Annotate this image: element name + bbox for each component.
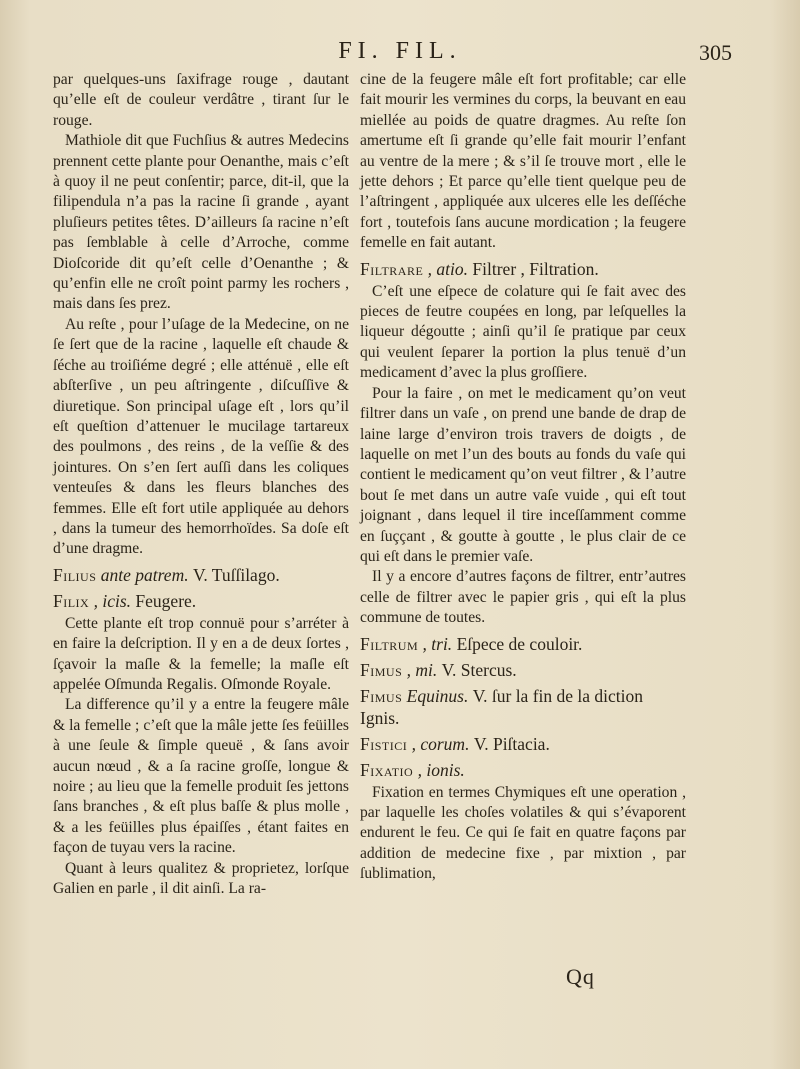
dictionary-entry-heading (360, 633, 686, 655)
page-number: 305 (699, 40, 732, 65)
paragraph: Au reſte , pour l’uſage de la Medecine, on ne ſe ſert que de la racine , laquelle eſt chaude & ſéche au troiſiéme degré ; elle atténuë , elle eſt abſterſive , un peu aſtringente , diſcuſſive & diuretique. Son principal uſage eſt , lors qu’il eſt queſtion d’attenuer le mucilage tartareux des poulmons , des reins , de la veſſie & des jointures. On s’en ſert auſſi dans les coliques venteuſes & dans les fleurs blanches des femmes. Elle eſt fort utile appliquée au dehors , dans la tumeur des hemorrhoïdes. Sa doſe eſt d’une dragme. (53, 315, 349, 558)
dictionary-entry-heading (360, 258, 686, 280)
entry-gloss: Feugere. (135, 590, 197, 611)
entry-inflection: , atio. (423, 258, 473, 279)
entry-inflection: ante patrem. (96, 564, 193, 585)
paragraph: Mathiole dit que Fuchſius & autres Medecins prennent cette plante pour Oenanthe, mais c’eſt à quoy il ne peut conſentir; parce, dit-il, que la filipendula n’a pas la racine ſi grande , ayant pluſieurs petites têtes. D’ailleurs ſa racine n’eſt pas ſemblable à celle d’Arroche, comme Dioſcoride dit qu’eſt celle d’Oenanthe ; & qu’enfin elle ne croît point parmy les rochers , mais dans ſes prez. (53, 132, 349, 313)
entry-inflection: , mi. (402, 659, 442, 680)
entry-gloss: V. ſur la fin de la diction Ignis. (360, 685, 644, 728)
entry-headword: Filtrum (360, 633, 419, 654)
entry-headword: Filius (53, 564, 97, 585)
entry-inflection: , corum. (407, 733, 474, 754)
entry-gloss: V. Stercus. (441, 659, 517, 680)
entry-headword: Filix (53, 590, 90, 611)
entry-inflection: Equinus. (402, 685, 473, 706)
entry-inflection: , ionis. (413, 759, 465, 780)
right-column (360, 70, 686, 885)
entry-gloss: V. Tuſſilago. (192, 564, 280, 585)
dictionary-entry-heading (360, 733, 686, 755)
paragraph: Il y a encore d’autres façons de filtrer, entr’autres celle de filtrer avec le papier gris , qui eſt la plus commune de toutes. (360, 568, 686, 627)
entry-gloss: Eſpece de couloir. (456, 633, 583, 654)
paragraph: cine de la feugere mâle eſt fort profitable; car elle fait mourir les vermines du corps, la beuvant en eau miellée au poids de quatre dragmes. Au reſte ſon amertume eſt ſi grande qu’elle fait mourir l’enfant au ventre de la mere ; & s’il ſe trouve mort , elle le jette dehors ; Et parce qu’elle tient quelque peu de l’aſtringent , appliquée aux ulceres elle les deſſéche fort , toutefois ſans aucune mordication ; la feugere femelle en fait autant. (360, 71, 686, 252)
entry-headword: Fistici (360, 733, 408, 754)
left-column (53, 70, 349, 899)
dictionary-entry-heading (360, 759, 686, 781)
entry-inflection: , tri. (418, 633, 457, 654)
paragraph: C’eſt une eſpece de colature qui ſe fait avec des pieces de feutre coupées en long, par leſquelles la liqueur dégoutte ; ainſi qu’il ſe pratique par ceux qui veulent ſeparer la portion la plus tenuë d’un medicament d’avec la plus groſſiere. (360, 282, 686, 382)
entry-gloss: Filtrer , Filtration. (472, 258, 599, 279)
paragraph: Cette plante eſt trop connuë pour s’arréter à en faire la deſcription. Il y en a de deux ſortes , ſçavoir la maſle & la femelle; la maſle eſt appelée Oſmunda Regalis. Oſmonde Royale. (53, 614, 349, 693)
paragraph: Fixation en termes Chymiques eſt une operation , par laquelle les choſes volatiles & qui s’évaporent endurent le feu. Ce qui ſe fait en quatre façons par addition de medecine fixe , par mixtion , par ſublimation, (360, 783, 686, 883)
paragraph: Quant à leurs qualitez & proprietez, lorſque Galien en parle , il dit ainſi. La ra- (53, 859, 349, 898)
page-header (0, 38, 800, 68)
entry-gloss: V. Piſtacia. (473, 733, 550, 754)
running-head: FI. FIL. (338, 38, 462, 64)
paragraph: Pour la faire , on met le medicament qu’on veut filtrer dans un vaſe , on prend une bande de drap de laine large d’environ trois travers de doigts , de laquelle on met l’un des bouts au fonds du vaſe qui contient le medicament qu’on veut filtrer , & l’autre bout ſe met dans un autre vaſe vuide , qui eſt tout joignant , dans lequel il tire inceſſamment comme en ſuççant , & goutte à goutte , le plus clair de ce qui eſt dans le premier vaſe. (360, 384, 686, 565)
dictionary-entry-heading (360, 659, 686, 681)
paragraph: La difference qu’il y a entre la feugere mâle & la femelle ; c’eſt que la mâle jette ſes feüilles à une ſeule & ſimple queuë , & ſans avoir aucun nœud , & a ſa racine groſſe, longue & noire ; au lieu que la femelle produit ſes jettons ſans branches , & eſt plus baſſe & plus molle , & a les feüilles plus épaiſſes , étant faites en façon de tuyau vers la racine. (53, 696, 349, 857)
entry-headword: Fixatio (360, 759, 414, 780)
entry-headword: Fimus (360, 659, 403, 680)
entry-headword: Fimus (360, 685, 403, 706)
paragraph: par quelques-uns ſaxifrage rouge , dautant qu’elle eſt de couleur verdâtre , tirant ſur le rouge. (53, 71, 349, 129)
dictionary-entry-heading (360, 685, 686, 729)
entry-headword: Filtrare (360, 258, 424, 279)
dictionary-entry-heading (53, 590, 349, 612)
entry-inflection: , icis. (89, 590, 136, 611)
dictionary-entry-heading (53, 564, 349, 586)
signature-mark: Qq (566, 964, 595, 989)
